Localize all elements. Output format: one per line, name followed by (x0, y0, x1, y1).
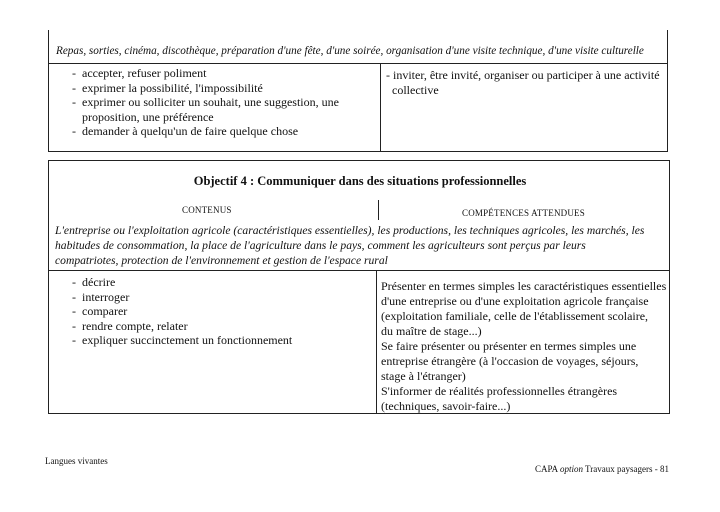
competence-line: Se faire présenter ou présenter en termes simples une (381, 339, 637, 353)
context-line: habitudes de consommation, la place de l'agriculture dans le pays, comment les agriculteurs sont perçus par leurs (55, 239, 586, 252)
obj4-context-italic (55, 223, 644, 268)
context-line: compatriotes, protection de l'environnement et gestion de l'espace rural (55, 254, 388, 267)
top-header-italic: Repas, sorties, cinéma, discothèque, préparation d'une fête, d'une soirée, organisation d'une visite technique, d'une visite culturelle (56, 45, 644, 57)
competence-line: (exploitation familiale, celle de l'établissement scolaire, (381, 309, 649, 323)
obj4-table-top-border (48, 160, 670, 161)
top-table-col-divider (380, 63, 381, 151)
list-item: - rendre compte, relater (72, 318, 188, 333)
competence-line: (techniques, savoir-faire...) (381, 399, 511, 413)
list-item: - interroger (72, 289, 130, 304)
competence-line: stage à l'étranger) (381, 369, 466, 383)
footer-right-italic: option (559, 464, 583, 474)
obj4-header-divider (378, 200, 379, 220)
top-table-left-border (48, 30, 49, 152)
obj4-col-divider (376, 270, 377, 413)
list-item: - accepter, refuser poliment (72, 66, 207, 80)
list-item: - exprimer la possibilité, l'impossibilité (72, 80, 263, 95)
list-item: - décrire (72, 275, 116, 289)
list-item: - demander à quelqu'un de faire quelque chose (72, 124, 299, 139)
top-table-row-divider (48, 63, 668, 64)
competence-line: S'informer de réalités professionnelles étrangères (381, 384, 618, 398)
obj4-table-right-border (669, 160, 670, 414)
competence-line: entreprise étrangère (à l'occasion de voyages, séjours, (381, 354, 639, 368)
list-item: - expliquer succinctement un fonctionnement (72, 333, 293, 348)
list-item: - inviter, être invité, organiser ou participer à une activité (386, 68, 660, 82)
footer-right-prefix: CAPA (535, 464, 560, 474)
obj4-left-list (72, 275, 292, 348)
footer-left: Langues vivantes (45, 456, 108, 466)
competence-line: du maître de stage...) (381, 324, 482, 338)
footer-right (535, 462, 669, 477)
col-header-contenus: CONTENUS (182, 205, 232, 215)
obj4-right-text (381, 279, 666, 414)
top-left-list (72, 66, 339, 139)
obj4-table-left-border (48, 160, 49, 414)
obj4-row-divider (48, 270, 670, 271)
context-line: L'entreprise ou l'exploitation agricole (caractéristiques essentielles), les productions, les techniques agricoles, les marchés, les (55, 224, 645, 237)
top-table-bottom-border (48, 151, 668, 152)
top-right-list (386, 68, 660, 98)
footer-right-suffix: Travaux paysagers - 81 (582, 464, 669, 474)
competence-line: d'une entreprise ou d'une exploitation agricole française (381, 294, 649, 308)
col-header-competences: COMPÉTENCES ATTENDUES (462, 208, 585, 218)
list-item: proposition, une préférence (82, 109, 214, 124)
list-item: - comparer (72, 304, 128, 319)
list-item: collective (392, 83, 439, 97)
list-item: - exprimer ou solliciter un souhait, une suggestion, une (72, 95, 339, 110)
obj4-title: Objectif 4 : Communiquer dans des situations professionnelles (193, 174, 527, 188)
competence-line: Présenter en termes simples les caractéristiques essentielles (381, 279, 667, 293)
top-table-right-border (667, 30, 668, 152)
